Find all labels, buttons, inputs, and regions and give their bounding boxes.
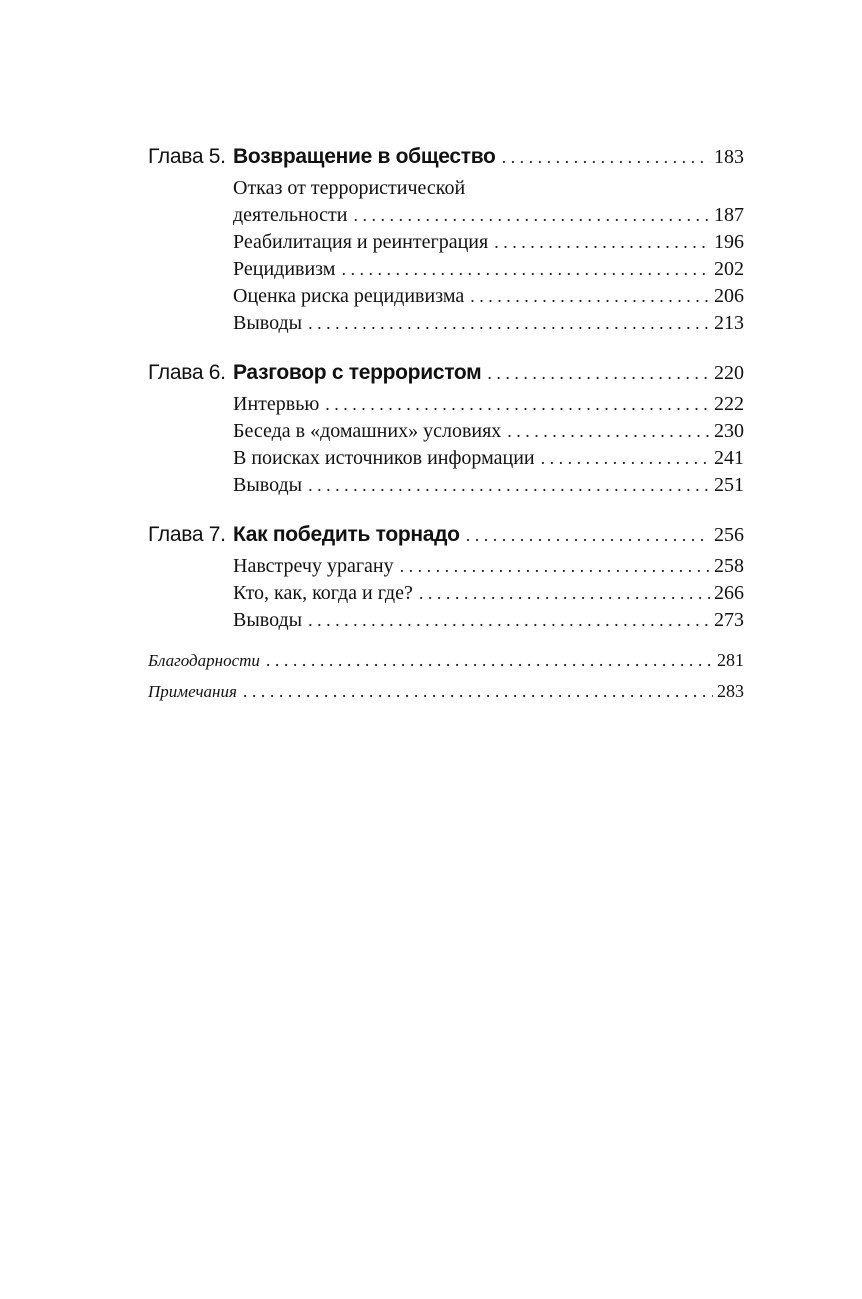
back-matter-title: Благодарности [148,651,260,670]
section-title: Беседа в «домашних» условиях [233,420,502,442]
section-title-line: Отказ от террористической [233,177,466,199]
chapter-5-entry[interactable] [148,145,744,175]
chapter-7-sections [233,555,744,636]
spacer [148,501,744,523]
page-number: 183 [714,146,744,168]
section-title: Выводы [233,312,303,334]
back-matter-entry[interactable] [148,681,744,712]
chapter-title: Разговор с террористом [233,361,482,384]
section-entry[interactable] [233,555,744,582]
section-entry[interactable] [233,474,744,501]
dot-leader [308,610,710,631]
dot-leader [400,556,710,577]
page-number: 206 [714,285,744,307]
dot-leader [494,232,710,253]
dot-leader [266,650,713,671]
page-number: 258 [714,555,744,577]
section-entry[interactable] [233,312,744,339]
section-title: Выводы [233,609,303,631]
section-entry[interactable] [233,447,744,474]
dot-leader [487,363,710,384]
section-title: Рецидивизм [233,258,336,280]
page-number: 251 [714,474,744,496]
dot-leader [507,421,710,442]
dot-leader [308,475,710,496]
spacer [148,339,744,361]
chapter-label: Глава 6. [148,361,226,384]
section-entry[interactable] [233,258,744,285]
section-title: Выводы [233,474,303,496]
page-number: 196 [714,231,744,253]
dot-leader [419,583,710,604]
page-number: 213 [714,312,744,334]
page-number: 222 [714,393,744,415]
back-matter-entry[interactable] [148,650,744,681]
section-entry[interactable] [233,420,744,447]
back-matter-title: Примечания [148,682,237,701]
page-number: 241 [714,447,744,469]
section-title: Кто, как, когда и где? [233,582,413,604]
dot-leader [325,394,710,415]
section-title: Интервью [233,393,320,415]
dot-leader [243,681,713,702]
dot-leader [308,313,710,334]
page-number: 202 [714,258,744,280]
chapter-7-entry[interactable] [148,523,744,553]
section-entry[interactable] [233,582,744,609]
section-title: деятельности [233,204,348,226]
dot-leader [470,286,710,307]
chapter-6-sections [233,393,744,501]
page-number: 256 [714,524,744,546]
section-entry[interactable] [233,393,744,420]
page-number: 273 [714,609,744,631]
section-title: Навстречу урагану [233,555,394,577]
page-number: 283 [717,681,744,701]
section-title: Оценка риска рецидивизма [233,285,465,307]
dot-leader [541,448,710,469]
chapter-6-entry[interactable] [148,361,744,391]
section-entry[interactable] [233,285,744,312]
spacer [148,636,744,650]
chapter-5-sections [233,177,744,339]
section-entry[interactable] [233,609,744,636]
chapter-label: Глава 5. [148,145,226,168]
chapter-label: Глава 7. [148,523,226,546]
dot-leader [502,147,710,168]
page-number: 230 [714,420,744,442]
page-number: 266 [714,582,744,604]
dot-leader [341,259,710,280]
table-of-contents [148,145,744,712]
page-number: 220 [714,362,744,384]
section-title: В поисках источников информации [233,447,535,469]
dot-leader [466,525,710,546]
page-number: 187 [714,204,744,226]
section-entry[interactable] [233,204,744,231]
chapter-title: Возвращение в общество [233,145,496,168]
section-title: Реабилитация и реинтеграция [233,231,489,253]
section-entry[interactable] [233,231,744,258]
page-number: 281 [717,650,744,670]
chapter-title: Как победить торнадо [233,523,460,546]
dot-leader [354,205,711,226]
